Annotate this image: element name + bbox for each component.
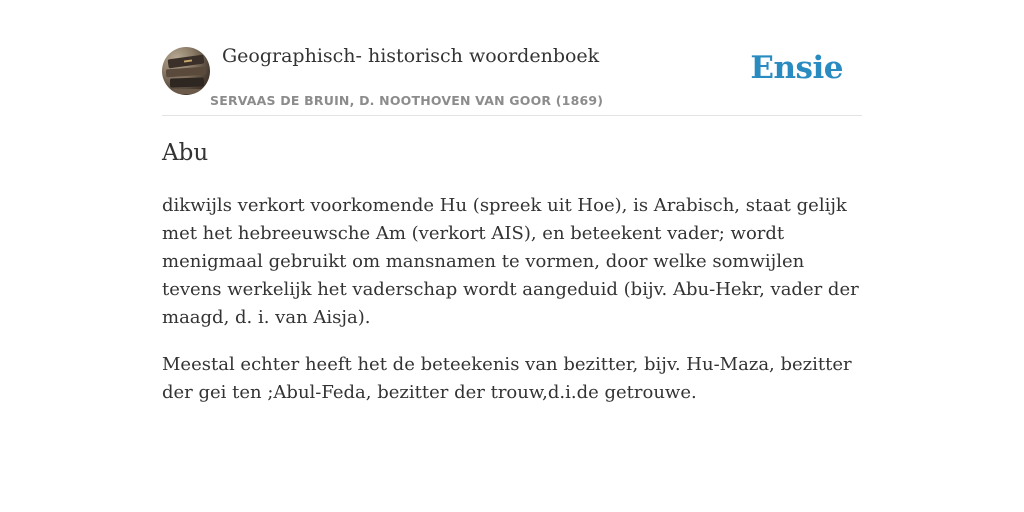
ensie-logo[interactable]: Ensie	[750, 50, 843, 86]
book-spine	[170, 77, 204, 87]
page-container	[162, 0, 862, 403]
dictionary-avatar[interactable]	[162, 47, 210, 95]
book-spine	[166, 67, 206, 78]
dictionary-title-link[interactable]: Geographisch- historisch woordenboek	[222, 45, 600, 67]
entry-paragraph: dikwijls verkort voorkomende Hu (spreek uit Hoe), is Arabisch, staat gelijk met het hebreeuwsche Am (verkort AIS), en beteekent vader; wordt menigmaal gebruikt om mansnamen te vormen, door welke somwijlen tevens werkelijk het vaderschap wordt aangeduid (bijv. Abu-Hekr, vader der maagd, d. i. van Aisja).	[162, 195, 859, 328]
entry-body	[162, 192, 862, 426]
entry-title: Abu	[162, 140, 209, 166]
dictionary-header	[162, 0, 862, 116]
entry-paragraph: Meestal echter heeft het de beteekenis van bezitter, bijv. Hu-Maza, bezitter der gei ten ;Abul-Feda, bezitter der trouw,d.i.de getrouwe.	[162, 354, 852, 403]
dictionary-authors: SERVAAS DE BRUIN, D. NOOTHOVEN VAN GOOR (1869)	[210, 93, 604, 108]
book-spine	[172, 89, 202, 94]
